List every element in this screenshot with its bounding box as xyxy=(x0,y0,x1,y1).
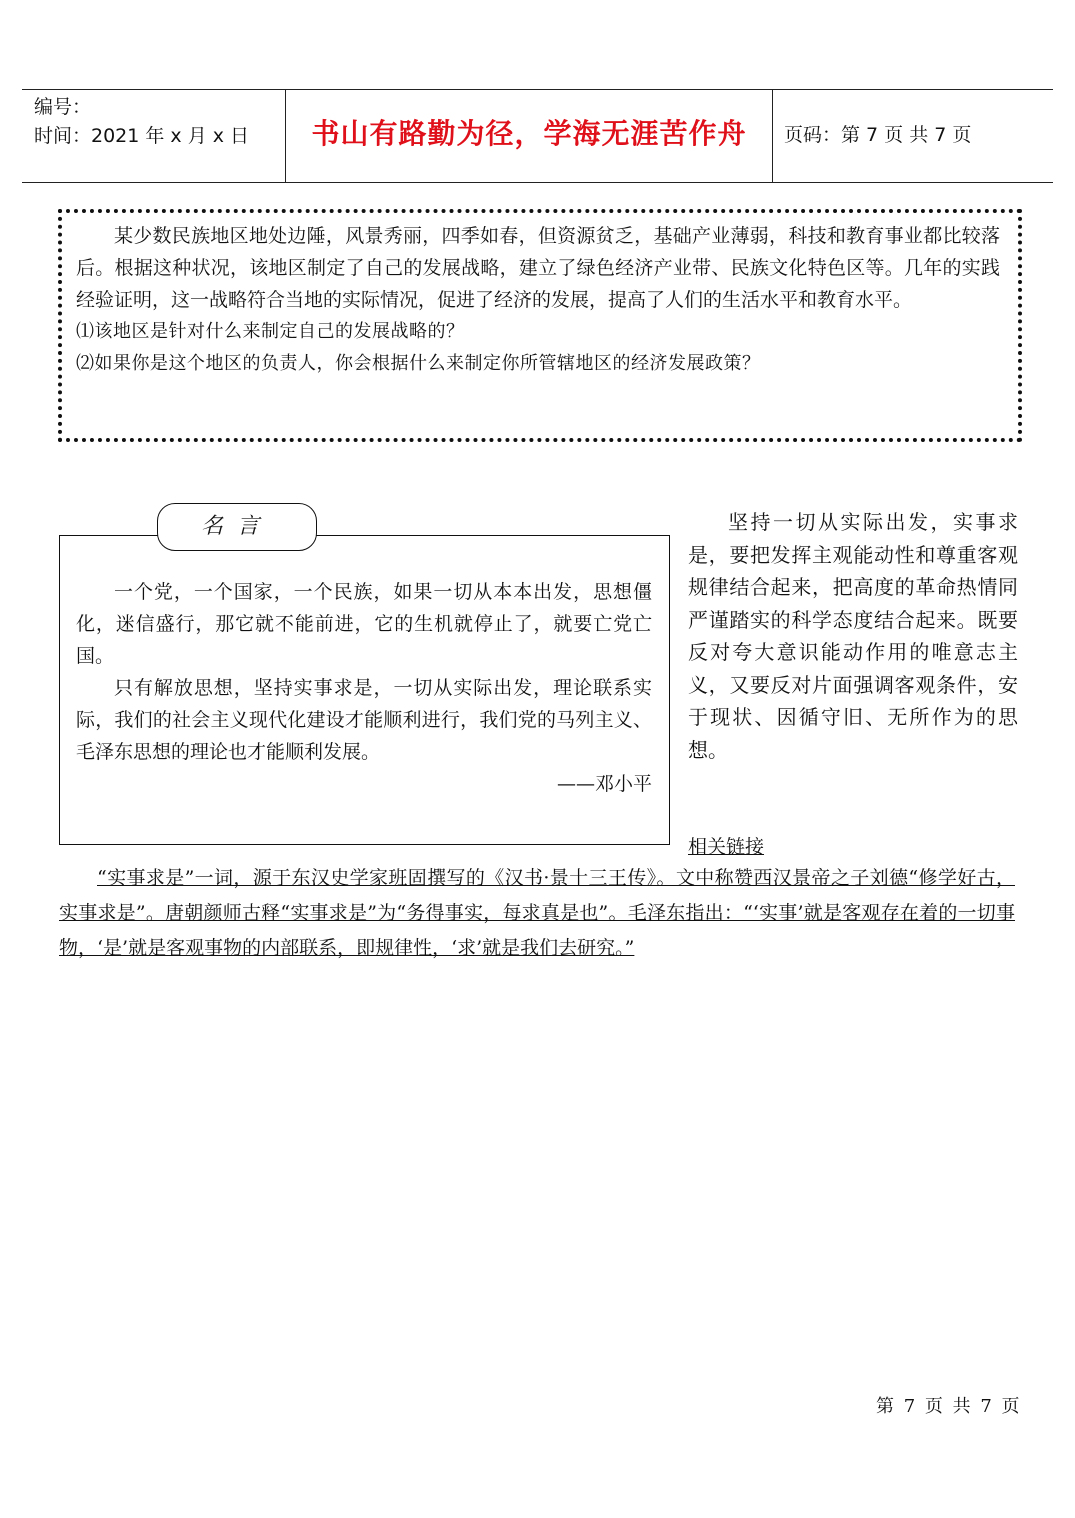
header-top-rule xyxy=(22,89,1053,90)
quote-signature: ——邓小平 xyxy=(556,773,652,795)
case-box xyxy=(76,220,1000,380)
related-link-paragraph: “实事求是”一词，源于东汉史学家班固撰写的《汉书·景十三王传》。文中称赞西汉景帝之子刘德“修学好古，实事求是”。唐朝颜师古释“实事求是”为“务得事实，每求真是也”。毛泽东指出：“‘实事’就是客观存在着的一切事物，‘是’就是客观事物的内部联系，即规律性，‘求’就是我们去研究。” xyxy=(59,867,1015,959)
question-1: ⑴该地区是针对什么来制定自己的发展战略的？ xyxy=(76,321,465,342)
quote-tab-label: 名言 xyxy=(157,503,317,551)
quote-paragraph-2: 只有解放思想，坚持实事求是，一切从实际出发，理论联系实际，我们的社会主义现代化建设才能顺利进行，我们党的马列主义、毛泽东思想的理论也才能顺利发展。 xyxy=(76,677,652,763)
case-paragraph: 某少数民族地区地处边陲，风景秀丽，四季如春，但资源贫乏，基础产业薄弱，科技和教育事业都比较落后。根据这种状况，该地区制定了自己的发展战略，建立了绿色经济产业带、民族文化特色区等。几年的实践经验证明，这一战略符合当地的实际情况，促进了经济的发展，提高了人们的生活水平和教育水平。 xyxy=(76,225,1000,311)
serial-label: 编号： xyxy=(34,96,92,118)
footer-page-number: 第 7 页 共 7 页 xyxy=(876,1396,1022,1417)
header-bottom-rule xyxy=(22,182,1053,183)
header-meta xyxy=(34,93,249,151)
related-link xyxy=(59,861,1015,966)
related-link-title: 相关链接 xyxy=(688,836,765,858)
question-2: ⑵如果你是这个地区的负责人，你会根据什么来制定你所管辖地区的经济发展政策？ xyxy=(76,353,761,374)
side-note-paragraph: 坚持一切从实际出发，实事求是，要把发挥主观能动性和尊重客观规律结合起来，把高度的革命热情同严谨踏实的科学态度结合起来。既要反对夸大意识能动作用的唯意志主义，又要反对片面强调客观条件，安于现状、因循守旧、无所作为的思想。 xyxy=(688,510,1018,762)
header-title: 书山有路勤为径，学海无涯苦作舟 xyxy=(311,117,747,150)
time-label: 时间：2021 年 x 月 x 日 xyxy=(34,125,250,147)
quote-paragraph-1: 一个党，一个国家，一个民族，如果一切从本本出发，思想僵化，迷信盛行，那它就不能前进，它的生机就停止了，就要亡党亡国。 xyxy=(76,581,652,667)
page-info: 页码：第 7 页 共 7 页 xyxy=(784,124,972,146)
side-note xyxy=(688,506,1018,766)
quote-box xyxy=(76,576,652,800)
header-divider-right xyxy=(772,89,773,182)
